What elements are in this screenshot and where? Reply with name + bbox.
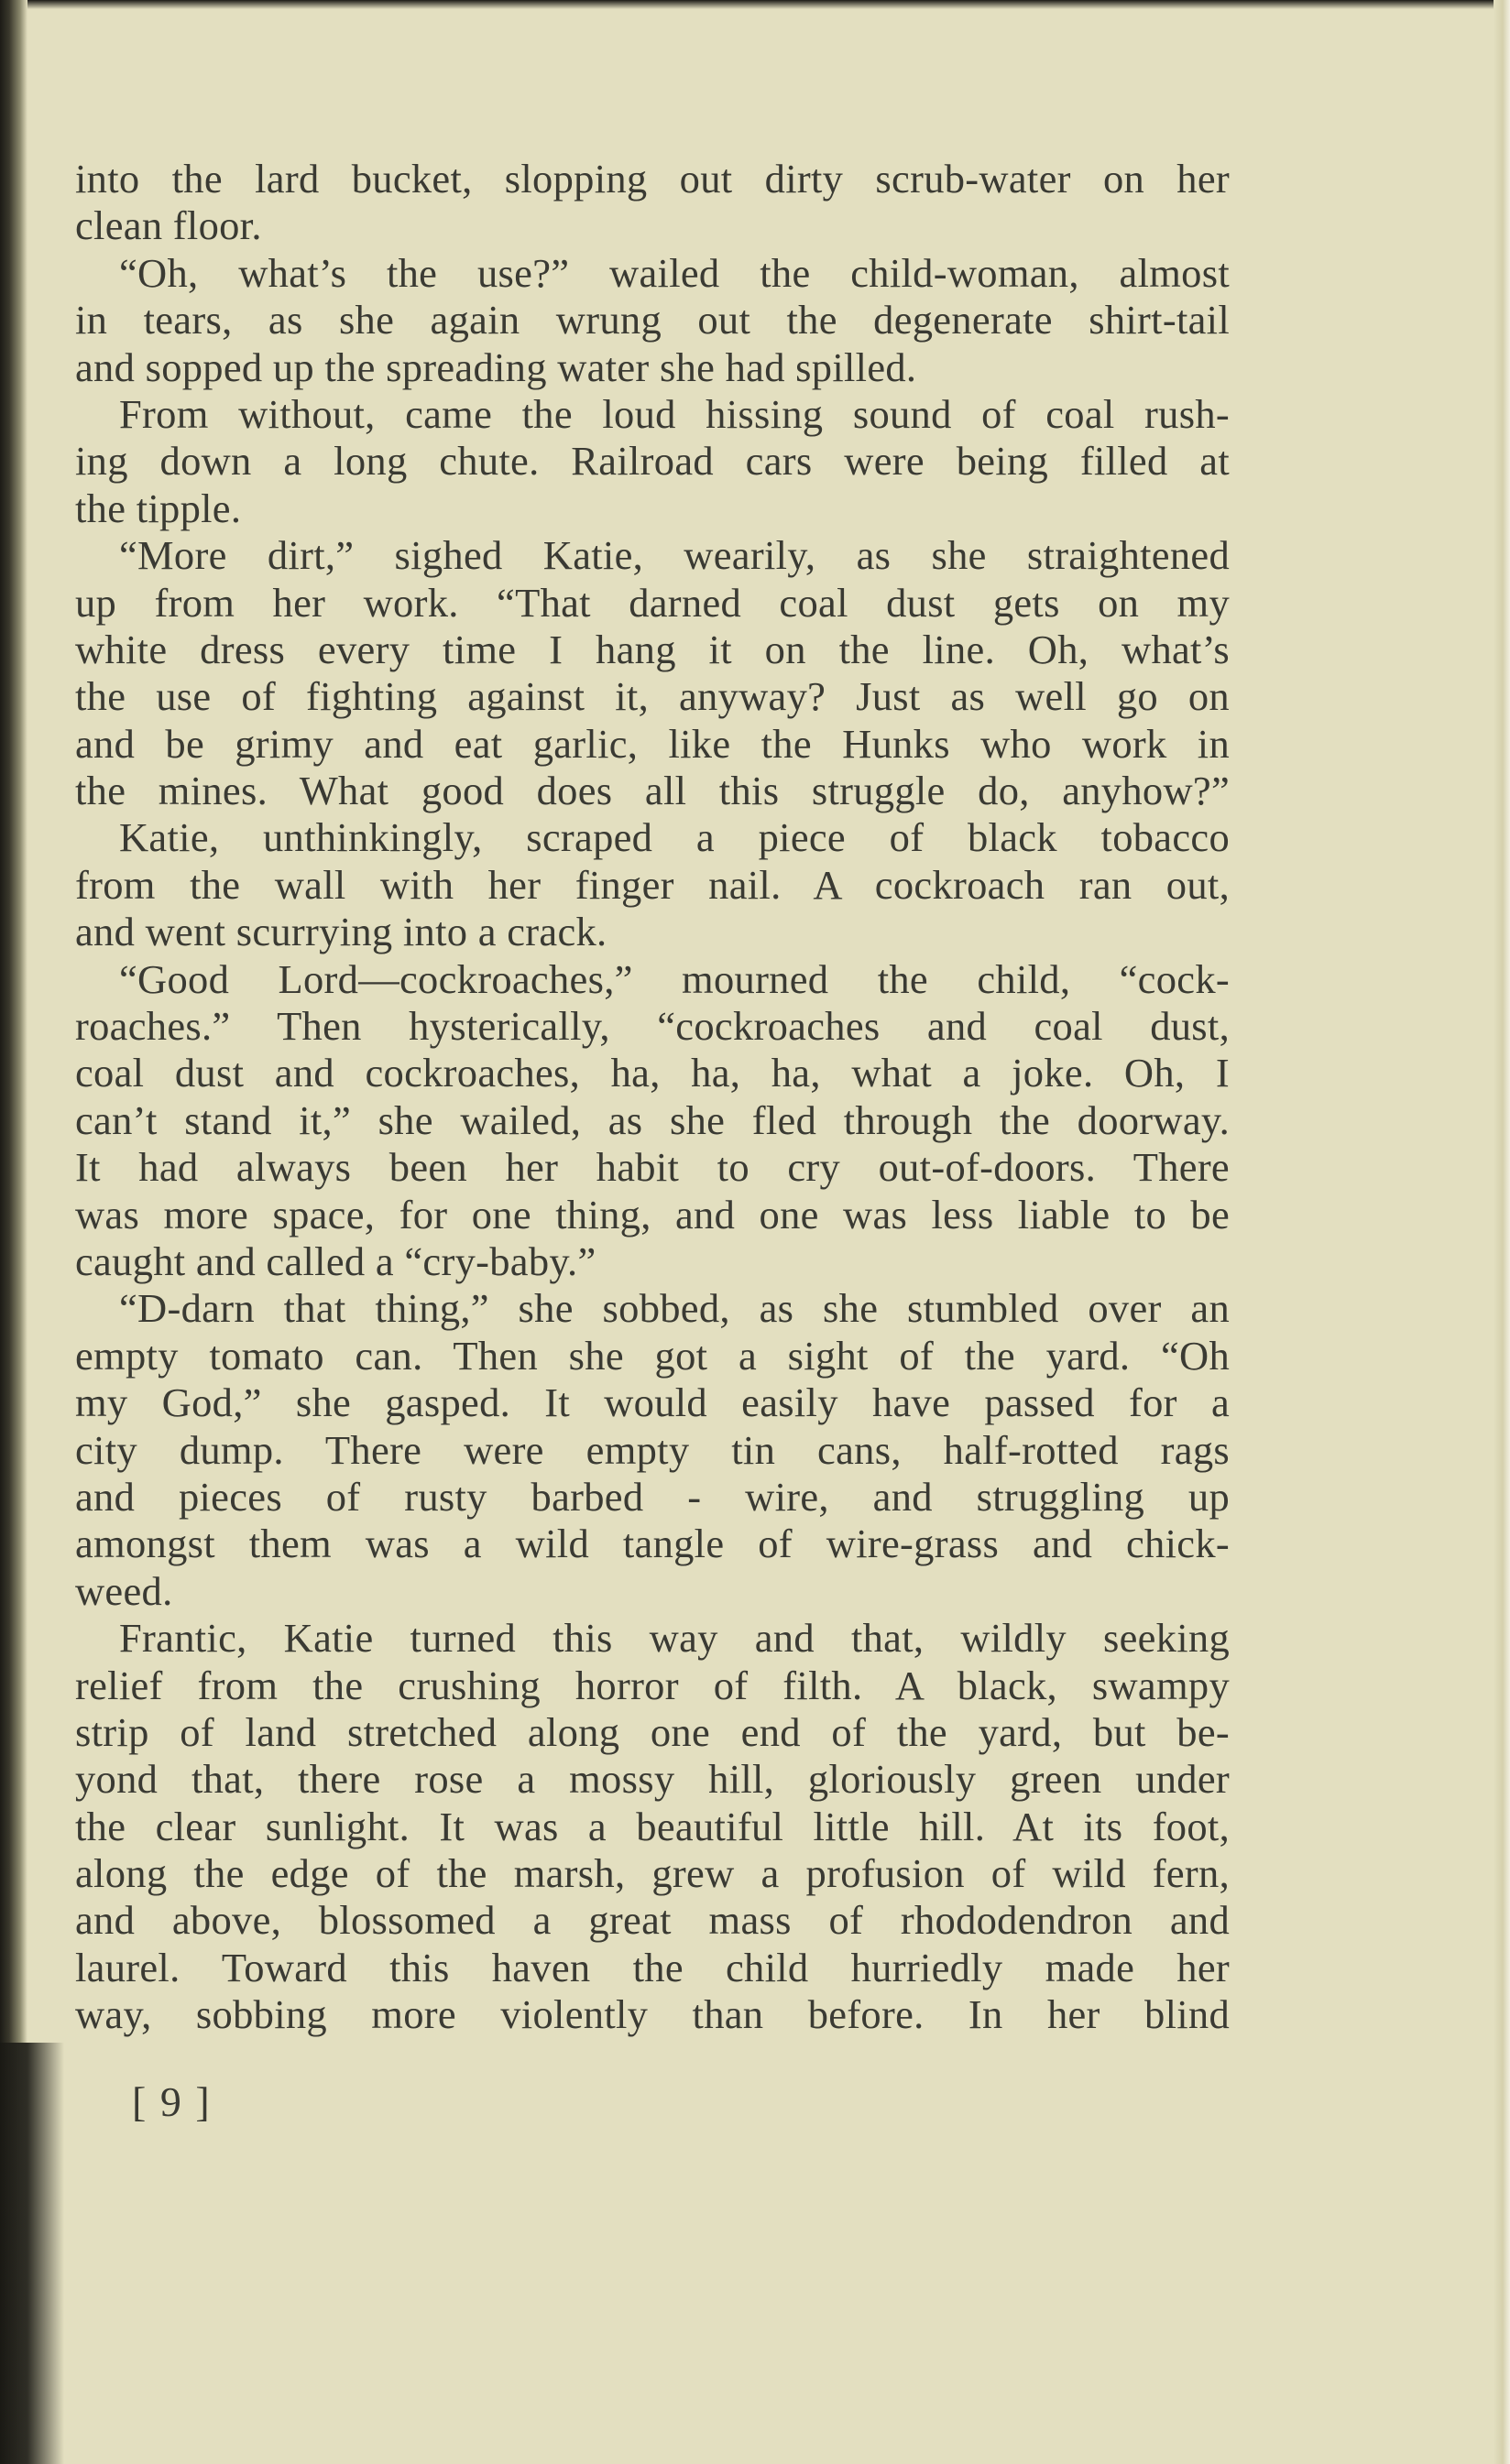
text-line: laurel. Toward this haven the child hurriedly made her (75, 1944, 1230, 1990)
text-line: “Good Lord—cockroaches,” mourned the child, “cock- (119, 955, 1230, 1002)
text-line: the tipple. (75, 485, 242, 531)
text-line: and pieces of rusty barbed - wire, and struggling up (75, 1473, 1230, 1520)
text-line: caught and called a “cry-baby.” (75, 1237, 596, 1284)
text-line: “Oh, what’s the use?” wailed the child-woman, almost (119, 249, 1230, 296)
text-line: from the wall with her finger nail. A cockroach ran out, (75, 861, 1230, 908)
text-line: weed. (75, 1567, 173, 1614)
text-line: “More dirt,” sighed Katie, wearily, as she straightened (119, 532, 1230, 579)
text-line: strip of land stretched along one end of the yard, but be- (75, 1708, 1230, 1755)
text-line: Frantic, Katie turned this way and that, wildly seeking (119, 1615, 1230, 1662)
text-line: my God,” she gasped. It would easily have passed for a (75, 1379, 1230, 1426)
text-line: Katie, unthinkingly, scraped a piece of black tobacco (119, 814, 1230, 861)
text-line: way, sobbing more violently than before. In her blind (75, 1991, 1230, 2038)
text-line: along the edge of the marsh, grew a profusion of wild fern, (75, 1850, 1230, 1897)
text-line: coal dust and cockroaches, ha, ha, ha, what a joke. Oh, I (75, 1050, 1230, 1096)
text-line: ing down a long chute. Railroad cars were being filled at (75, 438, 1230, 485)
text-line: roaches.” Then hysterically, “cockroaches and coal dust, (75, 1003, 1230, 1050)
text-line: amongst them was a wild tangle of wire-grass and chick- (75, 1521, 1230, 1567)
text-line: can’t stand it,” she wailed, as she fled through the doorway. (75, 1096, 1230, 1143)
text-line: the mines. What good does all this struggle do, anyhow?” (75, 768, 1230, 814)
text-line: city dump. There were empty tin cans, half-rotted rags (75, 1426, 1230, 1473)
page-top-edge (0, 0, 1510, 9)
binding-shadow (0, 2043, 64, 2464)
text-line: clean floor. (75, 202, 262, 249)
text-line: and above, blossomed a great mass of rhododendron and (75, 1897, 1230, 1944)
page-right-edge (1494, 0, 1510, 2464)
text-line: and sopped up the spreading water she had spilled. (75, 343, 917, 390)
text-line: It had always been her habit to cry out-of-doors. There (75, 1144, 1230, 1191)
page-number: [ 9 ] (132, 2078, 212, 2125)
text-line: relief from the crushing horror of filth. A black, swampy (75, 1662, 1230, 1708)
text-line: up from her work. “That darned coal dust gets on my (75, 579, 1230, 626)
text-line: yond that, there rose a mossy hill, gloriously green under (75, 1756, 1230, 1803)
text-line: into the lard bucket, slopping out dirty scrub-water on her (75, 156, 1230, 202)
text-line: the clear sunlight. It was a beautiful little hill. At its foot, (75, 1803, 1230, 1849)
text-line: and be grimy and eat garlic, like the Hunks who work in (75, 720, 1230, 767)
text-line: in tears, as she again wrung out the degenerate shirt-tail (75, 297, 1230, 343)
text-line: and went scurrying into a crack. (75, 909, 607, 955)
text-line: empty tomato can. Then she got a sight of the yard. “Oh (75, 1332, 1230, 1379)
text-line: was more space, for one thing, and one was less liable to be (75, 1191, 1230, 1237)
body-text (75, 156, 1230, 2039)
text-line: the use of fighting against it, anyway? Just as well go on (75, 673, 1230, 720)
text-line: From without, came the loud hissing sound of coal rush- (119, 390, 1230, 437)
text-line: “D-darn that thing,” she sobbed, as she stumbled over an (119, 1285, 1230, 1332)
text-line: white dress every time I hang it on the line. Oh, what’s (75, 626, 1230, 672)
